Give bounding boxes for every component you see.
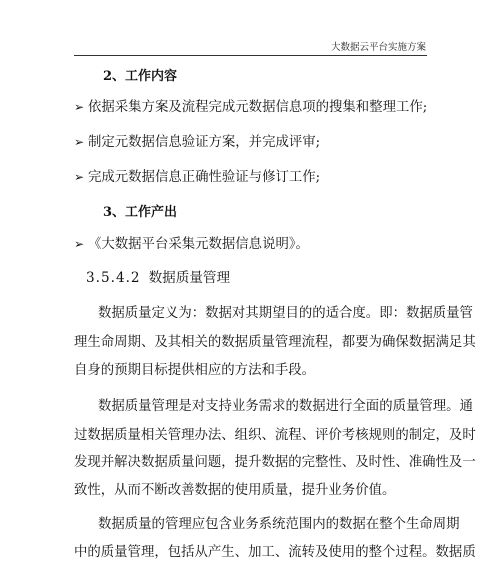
bullet-item <box>74 171 320 184</box>
bullet-text: 制定元数据信息验证方案，并完成评审; <box>88 135 321 150</box>
paragraph-line: 中的质量管理，包括从产生、加工、流转及使用的整个过程。数据质 <box>74 545 476 560</box>
paragraph-line: 理生命周期、及其相关的数据质量管理流程，都要为确保数据满足其 <box>74 335 476 350</box>
paragraph-line: 自身的预期目标提供相应的方法和手段。 <box>74 363 316 378</box>
arrow-bullet-icon: ➢ <box>74 237 85 251</box>
paragraph-line: 数据质量定义为：数据对其期望目的的适合度。即：数据质量管 <box>98 306 473 321</box>
arrow-bullet-icon: ➢ <box>74 170 85 184</box>
paragraph-line: 数据质量的管理应包含业务系统范围内的数据在整个生命周期 <box>98 517 460 532</box>
paragraph-line: 数据质量管理是对支持业务需求的数据进行全面的质量管理。通 <box>98 399 473 414</box>
section-heading-work-content: 2、工作内容 <box>103 69 178 84</box>
arrow-bullet-icon: ➢ <box>74 135 85 149</box>
subsection-heading <box>86 272 230 286</box>
header-divider <box>74 55 427 56</box>
bullet-text: 完成元数据信息正确性验证与修订工作; <box>88 170 321 185</box>
arrow-bullet-icon: ➢ <box>74 100 85 114</box>
subsection-number: 3.5.4.2 <box>86 270 141 286</box>
bullet-item <box>74 101 427 114</box>
section-heading-work-output: 3、工作产出 <box>103 205 178 220</box>
bullet-text: 《大数据平台采集元数据信息说明》。 <box>88 237 309 252</box>
bullet-text: 依据采集方案及流程完成元数据信息项的搜集和整理工作; <box>88 100 428 115</box>
bullet-item <box>74 238 309 251</box>
paragraph-line: 发现并解决数据质量问题，提升数据的完整性、及时性、准确性及一 <box>74 455 476 470</box>
running-header-title: 大数据云平台实施方案 <box>330 42 426 53</box>
subsection-title: 数据质量管理 <box>148 270 231 286</box>
bullet-item <box>74 136 320 149</box>
paragraph-line: 过数据质量相关管理办法、组织、流程、评价考核规则的制定，及时 <box>74 428 476 443</box>
paragraph-line: 致性，从而不断改善数据的使用质量，提升业务价值。 <box>74 483 396 498</box>
